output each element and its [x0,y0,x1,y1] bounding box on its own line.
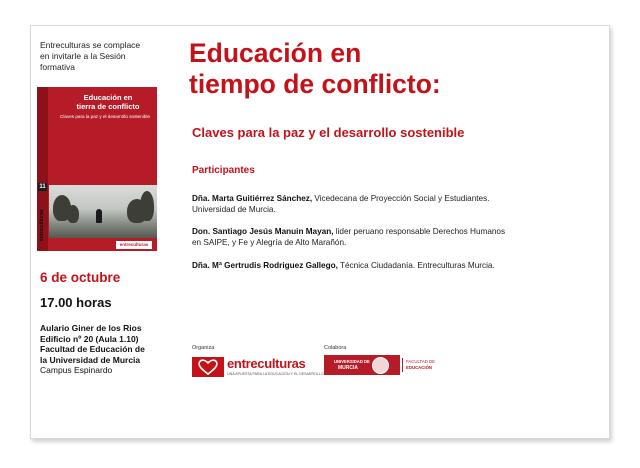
participant-role: en SAIPE, y Fe y Alegría de Alto Marañón. [192,237,347,247]
book-cover-image [37,87,157,251]
intro-line: en invitarle a la Sesión [40,51,126,61]
entreculturas-logo-text: entreculturas [227,356,306,371]
event-time: 17.00 horas [40,295,112,310]
participant-name: Don. Santiago Jesús Manuin Mayan, [192,227,334,236]
university-seal-icon [372,357,389,374]
participant-role: Vicedecana de Proyección Social y Estudiantes. [312,194,490,203]
book-title-line: tierra de conflicto [76,101,140,111]
location-campus: Campus Espinardo [40,365,113,376]
intro-text [40,40,190,73]
intro-line: formativa [40,62,75,72]
event-location [40,323,200,376]
colabora-label: Colabora [324,345,347,351]
book-title-line: Educación en [83,93,133,102]
participant-entry [192,194,562,216]
main-subtitle: Claves para la paz y el desarrollo sostenible [192,125,465,140]
participant-role: Técnica Ciudadanía. Entreculturas Murcia. [337,261,495,270]
book-spine-label: entreculturas [39,209,45,241]
participant-entry [192,261,562,272]
entreculturas-logo-tagline: UNA APUESTA PARA LA EDUCACIÓN Y EL DESARROLLO [227,372,324,376]
heart-icon [192,357,224,377]
participants-heading: Participantes [192,165,255,176]
location-line: la Universidad de Murcia [40,354,141,365]
um-logo-line: UNIVERSIDAD DE [334,359,370,364]
tree-shape [140,191,154,221]
tree-shape [67,205,79,223]
main-title-line: Educación en [189,38,362,68]
location-line: Edificio nº 20 (Aula 1.10) [40,333,139,344]
person-figure [96,209,102,223]
location-line: Facultad de Educación de [40,344,145,355]
universidad-murcia-logo [324,355,437,375]
intro-line: Entreculturas se complace [40,40,141,50]
um-logo-line: MURCIA [338,365,358,371]
participant-name: Dña. Marta Guitiérrez Sánchez, [192,194,313,203]
participant-role: Universidad de Murcia. [192,204,276,214]
main-title-line: tiempo de conflicto: [189,69,441,99]
location-line: Aulario Giner de los Rios [40,323,142,333]
faculty-logo-line: EDUCACIÓN [406,365,433,370]
event-date: 6 de octubre [40,270,121,285]
participant-name: Dña. Mª Gertrudis Rodriguez Gallego, [192,261,338,270]
book-title [63,94,153,111]
participant-role: lider peruano responsable Derechos Humanos [333,227,506,236]
book-publisher-logo: entreculturas [116,241,152,249]
book-subtitle: Claves para la paz y el desarrollo sostenible [60,114,150,119]
main-title [189,38,589,100]
participant-entry [192,227,562,249]
book-spine-number: 11 [39,184,46,190]
organiza-label: Organiza [192,345,215,351]
logo-divider [402,358,403,372]
faculty-logo-line: FACULTAD DE [406,359,435,364]
entreculturas-logo [192,356,324,380]
